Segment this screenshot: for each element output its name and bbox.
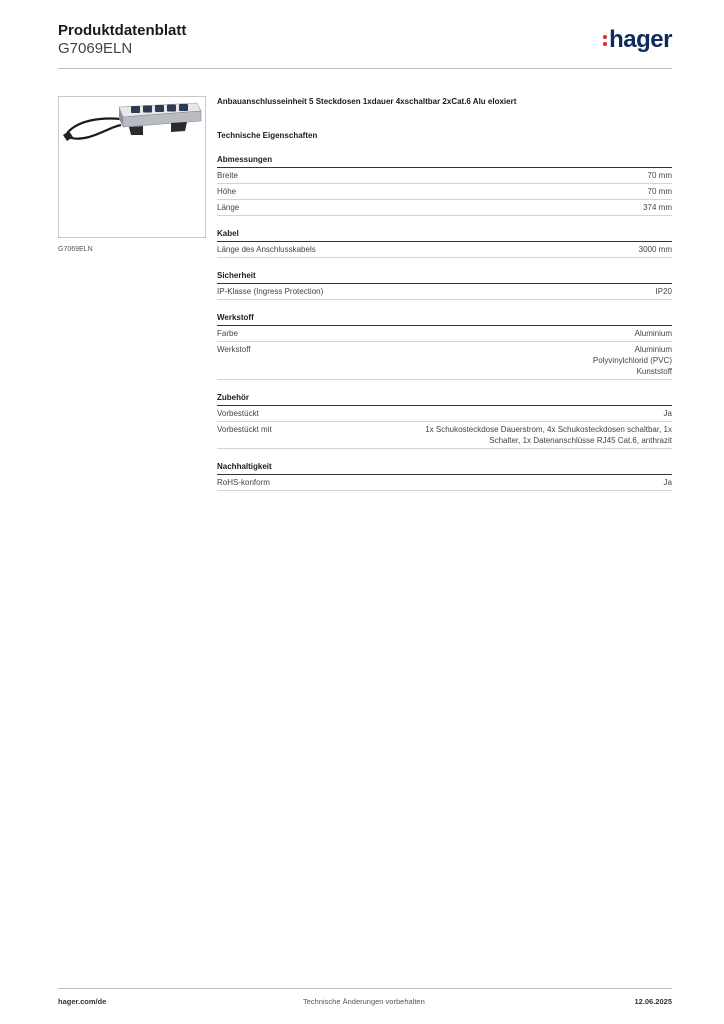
- spec-group-title: Abmessungen: [217, 154, 672, 168]
- spec-row: [217, 326, 672, 342]
- spec-group-title: Zubehör: [217, 392, 672, 406]
- spec-key: Länge: [217, 203, 240, 212]
- spec-value-line: Aluminium: [634, 345, 672, 354]
- spec-group: [217, 228, 672, 258]
- spec-key: Breite: [217, 171, 238, 180]
- spec-row: [217, 406, 672, 422]
- spec-value-line: 70 mm: [647, 171, 672, 180]
- spec-value-line: Aluminium: [634, 329, 672, 338]
- footer-divider: [58, 988, 672, 989]
- spec-key: Vorbestückt: [217, 409, 259, 418]
- spec-key: Werkstoff: [217, 345, 251, 354]
- spec-group: [217, 312, 672, 380]
- spec-row: [217, 242, 672, 258]
- spec-value-line: Ja: [663, 409, 672, 418]
- spec-row: [217, 342, 672, 380]
- spec-value: [367, 424, 672, 446]
- footer-notice: Technische Änderungen vorbehalten: [303, 997, 425, 1006]
- footer-date: 12.06.2025: [634, 997, 672, 1006]
- spec-group-title: Kabel: [217, 228, 672, 242]
- spec-group: [217, 270, 672, 300]
- hager-logo: [603, 26, 672, 54]
- spec-value-line: 374 mm: [643, 203, 672, 212]
- spec-group-title: Nachhaltigkeit: [217, 461, 672, 475]
- page-title: Produktdatenblatt: [58, 22, 187, 39]
- spec-value: [367, 344, 672, 377]
- spec-key: Farbe: [217, 329, 238, 338]
- product-description: Anbauanschlusseinheit 5 Steckdosen 1xdauer 4xschaltbar 2xCat.6 Alu eloxiert: [217, 97, 517, 106]
- spec-row: [217, 168, 672, 184]
- spec-value-line: 1x Schukosteckdose Dauerstrom, 4x Schukosteckdosen schaltbar, 1x: [425, 425, 672, 434]
- spec-value: [367, 328, 672, 339]
- page-header: [58, 22, 672, 68]
- spec-group: [217, 154, 672, 216]
- spec-key: Länge des Anschlusskabels: [217, 245, 316, 254]
- spec-value: [367, 186, 672, 197]
- spec-content: [217, 96, 672, 491]
- spec-group-title: Sicherheit: [217, 270, 672, 284]
- spec-group: [217, 392, 672, 449]
- spec-row: [217, 475, 672, 491]
- spec-groups: [217, 154, 672, 491]
- spec-value: [367, 286, 672, 297]
- spec-group: [217, 461, 672, 491]
- spec-value-line: 70 mm: [647, 187, 672, 196]
- power-strip-illustration: [59, 97, 205, 237]
- spec-row: [217, 284, 672, 300]
- section-technical-properties: Technische Eigenschaften: [217, 131, 318, 140]
- product-image: [58, 96, 206, 238]
- spec-value: [367, 170, 672, 181]
- spec-value-line: 3000 mm: [638, 245, 672, 254]
- spec-value: [367, 202, 672, 213]
- spec-key: RoHS-konform: [217, 478, 270, 487]
- spec-row: [217, 200, 672, 216]
- spec-value-line: IP20: [655, 287, 672, 296]
- spec-value: [367, 244, 672, 255]
- spec-value-line: Schalter, 1x Datenanschlüsse RJ45 Cat.6, anthrazit: [489, 436, 672, 445]
- spec-row: [217, 184, 672, 200]
- spec-row: [217, 422, 672, 449]
- spec-value: [367, 477, 672, 488]
- spec-key: IP-Klasse (Ingress Protection): [217, 287, 324, 296]
- spec-value-line: Ja: [663, 478, 672, 487]
- product-code: G7069ELN: [58, 40, 133, 57]
- spec-value-line: Kunststoff: [636, 367, 672, 376]
- spec-key: Vorbestückt mit: [217, 425, 272, 434]
- spec-value: [367, 408, 672, 419]
- image-caption: G7069ELN: [58, 246, 93, 253]
- spec-group-title: Werkstoff: [217, 312, 672, 326]
- logo-text: hager: [609, 26, 672, 53]
- logo-dots-icon: [603, 33, 607, 47]
- spec-key: Höhe: [217, 187, 237, 196]
- header-divider: [58, 68, 672, 69]
- spec-value-line: Polyvinylchlorid (PVC): [592, 356, 672, 365]
- footer-website: hager.com/de: [58, 997, 107, 1006]
